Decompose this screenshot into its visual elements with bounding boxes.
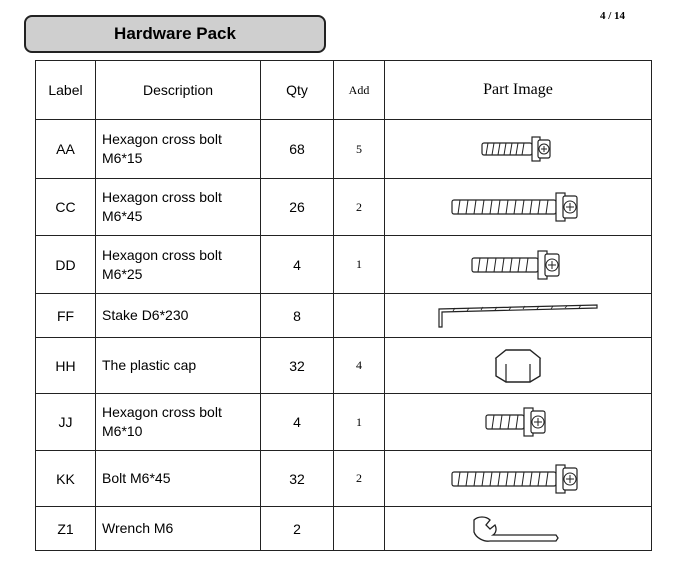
long-bolt-icon — [448, 461, 588, 497]
part-image-cell — [385, 120, 652, 179]
table-row — [36, 507, 652, 551]
part-image-cell — [385, 179, 652, 236]
row-qty: 68 — [261, 120, 334, 179]
part-image-cell — [385, 294, 652, 338]
part-image-cell — [385, 236, 652, 294]
hardware-pack-title: Hardware Pack — [24, 15, 326, 53]
row-qty: 2 — [261, 507, 334, 551]
row-add: 5 — [334, 120, 385, 179]
table-row — [36, 236, 652, 294]
row-description — [96, 451, 261, 507]
row-description — [96, 179, 261, 236]
row-label: HH — [36, 338, 96, 394]
row-label: JJ — [36, 394, 96, 451]
row-description — [96, 507, 261, 551]
desc-line-1: Stake D6*230 — [102, 307, 189, 323]
plastic-cap-icon — [488, 344, 548, 388]
row-add: 1 — [334, 394, 385, 451]
desc-line-1: Bolt M6*45 — [102, 470, 171, 486]
row-label: Z1 — [36, 507, 96, 551]
row-description — [96, 120, 261, 179]
row-label: DD — [36, 236, 96, 294]
header-qty: Qty — [261, 61, 334, 120]
row-add: 4 — [334, 338, 385, 394]
table-row — [36, 179, 652, 236]
desc-line-2: M6*15 — [102, 150, 143, 166]
desc-line-1: Hexagon cross bolt — [102, 246, 222, 263]
desc-line-1: Wrench M6 — [102, 520, 174, 536]
desc-line-1: The plastic cap — [102, 357, 197, 373]
tiny-bolt-icon — [482, 404, 554, 440]
wrench-icon — [468, 512, 568, 546]
row-add: 1 — [334, 236, 385, 294]
table-row — [36, 451, 652, 507]
header-part-image: Part Image — [385, 61, 652, 120]
row-label: AA — [36, 120, 96, 179]
table-row — [36, 338, 652, 394]
table-row — [36, 294, 652, 338]
hardware-table — [35, 60, 652, 551]
row-description — [96, 338, 261, 394]
table-row — [36, 394, 652, 451]
part-image-cell — [385, 338, 652, 394]
header-add: Add — [334, 61, 385, 120]
desc-line-2: M6*10 — [102, 423, 143, 439]
row-qty: 32 — [261, 338, 334, 394]
desc-line-1: Hexagon cross bolt — [102, 189, 222, 205]
table-row — [36, 120, 652, 179]
desc-line-1: Hexagon cross bolt — [102, 404, 222, 420]
row-description — [96, 294, 261, 338]
part-image-cell — [385, 394, 652, 451]
header-description: Description — [96, 61, 261, 120]
row-qty: 4 — [261, 236, 334, 294]
part-image-cell — [385, 507, 652, 551]
row-add: 2 — [334, 451, 385, 507]
row-label: FF — [36, 294, 96, 338]
row-qty: 8 — [261, 294, 334, 338]
stake-icon — [433, 299, 603, 333]
short-bolt-icon — [478, 132, 558, 166]
part-image-cell — [385, 451, 652, 507]
header-label: Label — [36, 61, 96, 120]
table-header-row — [36, 61, 652, 120]
row-description — [96, 394, 261, 451]
desc-line-2: M6*25 — [102, 265, 143, 282]
row-qty: 26 — [261, 179, 334, 236]
row-add: 2 — [334, 179, 385, 236]
page-number: 4 / 14 — [600, 10, 626, 22]
row-qty: 32 — [261, 451, 334, 507]
desc-line-1: Hexagon cross bolt — [102, 131, 222, 147]
row-qty: 4 — [261, 394, 334, 451]
row-label: CC — [36, 179, 96, 236]
medium-bolt-icon — [468, 247, 568, 283]
desc-line-2: M6*45 — [102, 208, 143, 224]
row-label: KK — [36, 451, 96, 507]
row-add — [334, 507, 385, 551]
row-description — [96, 236, 261, 294]
long-bolt-icon — [448, 189, 588, 225]
row-add — [334, 294, 385, 338]
